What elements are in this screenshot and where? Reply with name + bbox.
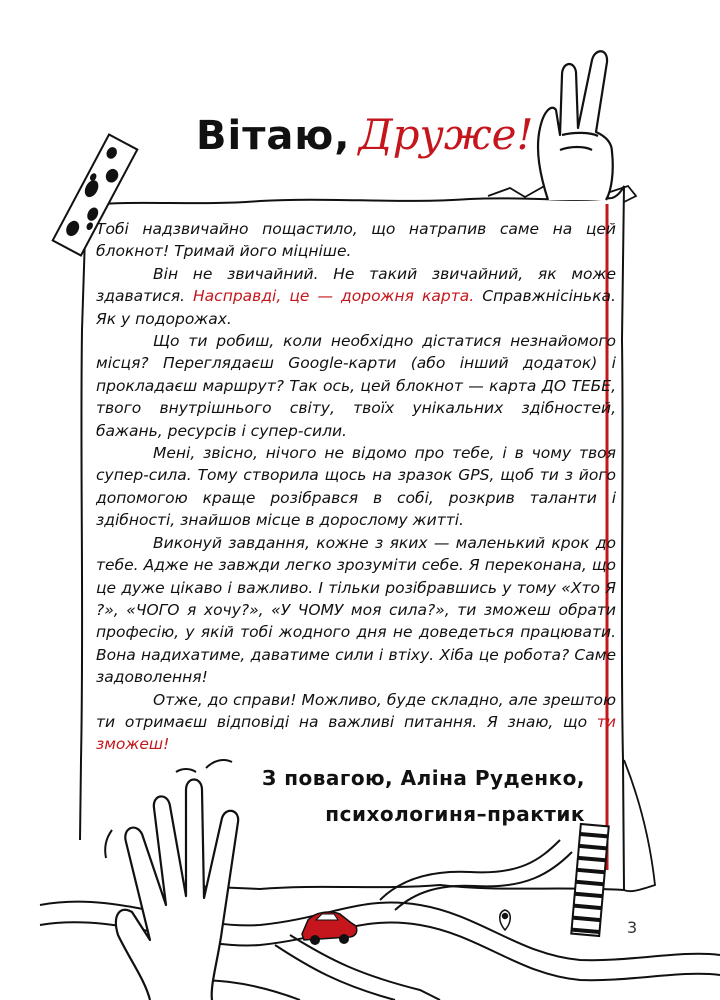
highlight-roadmap: Насправді, це — дорожня карта. bbox=[193, 287, 475, 306]
paragraph-2 bbox=[96, 263, 616, 330]
car-icon bbox=[302, 912, 357, 945]
paragraph-2-end: Справжнісінька. Як у подорожах. bbox=[96, 287, 616, 328]
letter-body bbox=[96, 218, 616, 756]
page-title bbox=[196, 110, 534, 170]
waving-hand-icon bbox=[116, 780, 238, 1000]
paper-curl bbox=[624, 760, 655, 891]
paragraph-1: Тобі надзвичайно пощастило, що натрапив саме на цей блокнот! Тримай його міцніше. bbox=[96, 220, 616, 261]
signature bbox=[262, 760, 585, 832]
paragraph-5: Виконуй завдання, кожне з яких — маленький крок до тебе. Адже не завжди легко зрозуміти себе. Я переконана, що це дуже цікаво і важливо. І тільки розібравшись у тому «Хто Я ?», «ЧОГО я хочу?», «У ЧОМУ моя сила?», ти зможеш обрати професію, у якій тобі жодного дня не доведеться працювати. Вона надихатиме, даватиме сили і втіху. Хіба це робота? Саме задоволення! bbox=[96, 533, 616, 687]
page-number: 3 bbox=[627, 918, 638, 937]
highlight-you-can: ти зможеш! bbox=[96, 712, 616, 754]
paragraph-6 bbox=[96, 689, 616, 756]
signature-line-2: психологиня–практик bbox=[325, 802, 585, 826]
title-friend: Друже! bbox=[358, 110, 534, 159]
striped-tape bbox=[571, 824, 608, 936]
paragraph-2-start: Він не звичайний. Не такий звичайний, як може здаватися. bbox=[96, 264, 616, 306]
paragraph-4: Мені, звісно, нічого не відомо про тебе, і в чому твоя супер-сила. Тому створила щось на зразок GPS, щоб ти з його допомогою краще розібрався в собі, розкрив таланти і здібності, знайшов місце в дорослому житті. bbox=[96, 444, 616, 530]
paragraph-6-start: Отже, до справи! Можливо, буде складно, але зрештою ти отримаєш відповіді на важливі питання. Я знаю, що bbox=[96, 690, 616, 731]
peace-hand-icon bbox=[538, 51, 613, 200]
map-pin-icon bbox=[500, 910, 511, 930]
signature-line-1: З повагою, Аліна Руденко, bbox=[262, 766, 585, 790]
paragraph-3: Що ти робиш, коли необхідно дістатися незнайомого місця? Переглядаєш Google-карти (або інший додаток) і прокладаєш маршрут? Так ось, цей блокнот — карта ДО ТЕБЕ, твого внутрішнього світу, твоїх унікальних здібностей, бажань, ресурсів і супер-сили. bbox=[96, 332, 616, 440]
title-greeting: Вітаю, bbox=[196, 113, 351, 159]
